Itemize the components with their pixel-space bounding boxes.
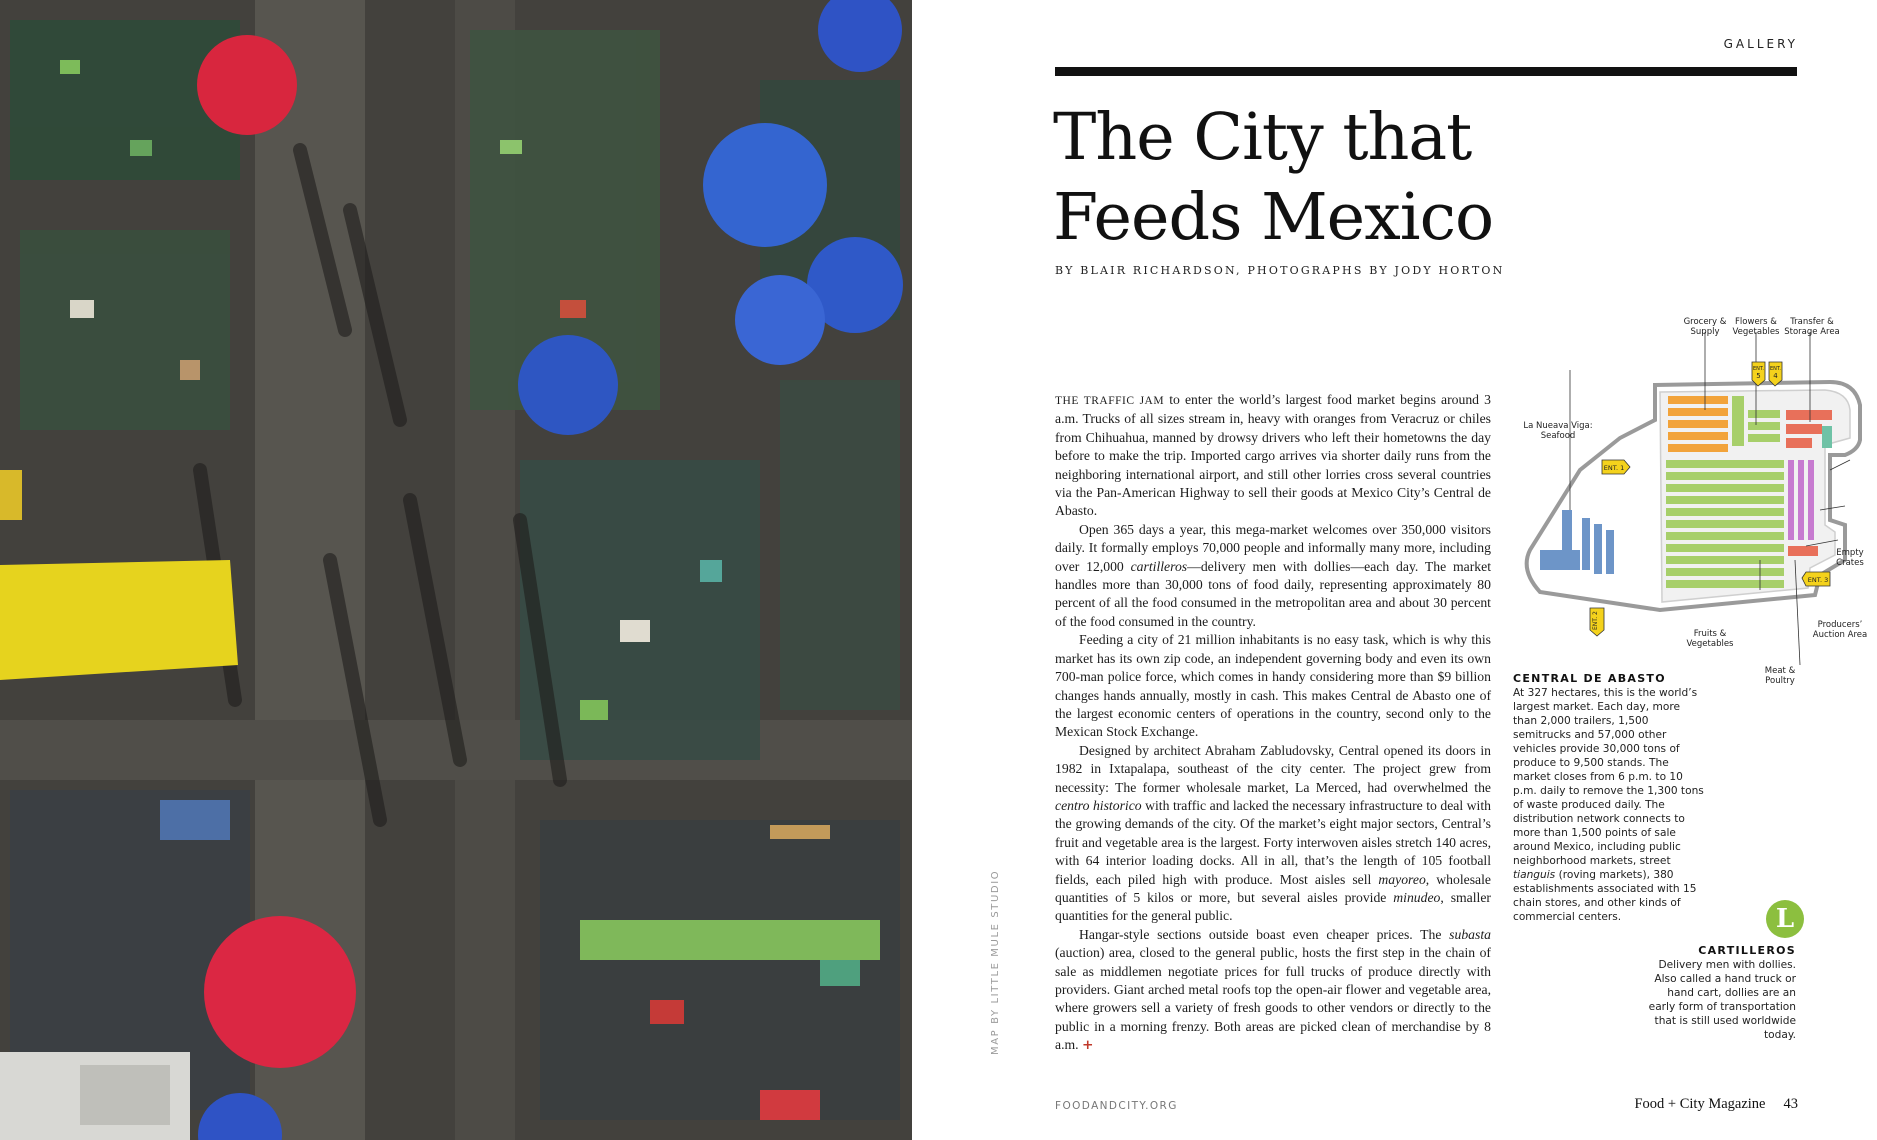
label-transfer-2: Storage Area <box>1784 327 1840 337</box>
article-paragraph <box>1055 926 1491 1055</box>
label-flowers-2: Vegetables <box>1732 327 1780 337</box>
article-paragraph <box>1055 742 1491 926</box>
article-emphasis: minudeo <box>1393 889 1441 905</box>
article-text: with traffic and lacked the necessary infrastructure to deal with the growing demands of the city. Of the market’s eight major sectors, Central’s fruit and vegetable area is the largest. Forty interwoven aisles stretch 140 acres, with 64 interior loading docks. All in all, that’s the length of 105 football fields, each piled high with produce. Most aisles sell <box>1055 797 1491 887</box>
page-title <box>1053 98 1613 258</box>
transfer-area <box>1786 410 1832 448</box>
end-mark-icon: + <box>1082 1037 1094 1054</box>
label-meat-2: Poultry <box>1765 676 1795 686</box>
label-grocery-2: Supply <box>1690 327 1720 337</box>
map-credit: MAP BY LITTLE MULE STUDIO <box>990 869 1001 1055</box>
fruits-vegetables-area <box>1666 460 1784 588</box>
l-badge-icon: L <box>1766 900 1804 938</box>
aerial-market-photo <box>0 0 912 1140</box>
svg-text:5: 5 <box>1756 372 1761 380</box>
article-paragraph: Feeding a city of 21 million inhabitants is no easy task, which is why this market has its own zip code, an independent governing body and even its own 700-man police force, which comes in handy considering more than $9 billion changes hands annually, mostly in cash. This makes Central de Abasto one of the largest economic centers of operations in the country, second only to the Mexican Stock Exchange. <box>1055 632 1491 740</box>
entrance-2-sign <box>1590 608 1604 636</box>
label-empty-2: Crates <box>1836 558 1864 568</box>
label-transfer-1: Transfer & <box>1790 317 1834 327</box>
sidebar-text: (roving markets), 380 establishments associated with 15 chain stores, and other kinds of commercial centers. <box>1513 869 1697 923</box>
photo-illustration <box>0 0 912 1140</box>
article-lead-in: THE TRAFFIC JAM <box>1055 395 1165 407</box>
sidebar-body <box>1513 686 1705 924</box>
article-text: (auction) area, closed to the general public, hosts the first step in the chain of sale as middlemen negotiate prices for full trucks of produce directly with providers. Giant arched metal roofs top the open-air flower and vegetable area, where growers sell a variety of fresh goods to other vendors or directly to the public in a morning frenzy. Both areas are picked clean of merchandise by 8 a.m. <box>1055 945 1491 1053</box>
label-meat-1: Meat & <box>1764 666 1796 676</box>
article-text: , smaller quantities for the general public. <box>1055 889 1491 924</box>
article-emphasis: mayoreo <box>1378 871 1426 887</box>
article-emphasis: cartilleros <box>1130 558 1188 574</box>
article-paragraph <box>1055 521 1491 631</box>
article-text: Designed by architect Abraham Zabludovsky, Central opened its doors in 1982 in Ixtapalapa, southeast of the city center. The project grew from necessity: The former wholesale market, La Merced, had overwhelmed the <box>1055 742 1491 795</box>
article-emphasis: subasta <box>1449 926 1491 942</box>
label-fruits-2: Vegetables <box>1686 639 1734 649</box>
footer-magazine <box>1560 1096 1798 1113</box>
label-flowers-1: Flowers & <box>1735 317 1777 327</box>
footer-magazine-name: Food + City Magazine <box>1634 1096 1766 1112</box>
entrance-1-sign <box>1602 460 1630 474</box>
label-empty-1: Empty <box>1836 548 1864 558</box>
title-rule <box>1055 67 1797 76</box>
footer-site: FOODANDCITY.ORG <box>1055 1100 1178 1112</box>
section-label: GALLERY <box>1723 37 1798 51</box>
sidebar-text: At 327 hectares, this is the world’s largest market. Each day, more than 2,000 trailers, 1,500 semitrucks and 57,000 other vehicles provide 30,000 tons of produce to 9,500 stands. The market closes from 6 p.m. to 10 p.m. daily to remove the 1,300 tons of waste produced daily. The distribution network connects to more than 1,500 points of sale around Mexico, including public neighborhood markets, street <box>1513 687 1704 867</box>
svg-text:ENT. 1: ENT. 1 <box>1603 464 1625 472</box>
svg-text:ENT. 2: ENT. 2 <box>1592 611 1599 630</box>
article-emphasis: centro historico <box>1055 797 1142 813</box>
byline: BY BLAIR RICHARDSON, PHOTOGRAPHS BY JODY HORTON <box>1055 264 1505 277</box>
market-map <box>1510 310 1875 695</box>
label-fruits-1: Fruits & <box>1693 629 1727 639</box>
cartilleros-body: Delivery men with dollies. Also called a hand truck or hand cart, dollies are an early form of transportation that is still used worldwide today. <box>1648 959 1796 1041</box>
title-line-1: The City that <box>1053 100 1472 175</box>
page-number: 43 <box>1783 1096 1798 1112</box>
cartilleros-title: CARTILLEROS <box>1698 944 1796 957</box>
article-text: , wholesale quantities of 5 kilos or more, but several aisles provide <box>1055 871 1491 905</box>
sidebar-title: CENTRAL DE ABASTO <box>1513 672 1666 685</box>
sidebar-emphasis: tianguis <box>1513 869 1556 881</box>
label-seafood-1: La Nueava Viga: <box>1523 421 1593 431</box>
svg-text:ENT. 3: ENT. 3 <box>1807 576 1829 584</box>
article-text: Open 365 days a year, this mega-market welcomes over 350,000 visitors daily. It formally employs 70,000 people and informally many more, including over 12,000 <box>1055 521 1491 574</box>
market-map-drawing <box>1510 310 1875 695</box>
title-line-2: Feeds Mexico <box>1053 180 1494 255</box>
label-seafood-2: Seafood <box>1540 431 1576 441</box>
label-producers-1: Producers’ <box>1817 620 1863 630</box>
entrance-3-sign <box>1802 572 1830 586</box>
svg-text:ENT.: ENT. <box>1753 366 1764 372</box>
article-body <box>1055 391 1491 1055</box>
article-text: to enter the world’s largest food market begins around 3 a.m. Trucks of all sizes stream in, heavy with oranges from Veracruz or chiles from Chihuahua, manned by drowsy drivers who left their hometowns the day before to make the trip. Imported cargo arrives via shorter daily runs from the neighboring international airport, and still other lorries cross several countries via the Pan-American Highway to sell their goods at Mexico City’s Central de Abasto. <box>1055 392 1491 519</box>
label-grocery-1: Grocery & <box>1683 317 1727 327</box>
svg-text:4: 4 <box>1773 372 1778 380</box>
svg-text:ENT.: ENT. <box>1770 366 1781 372</box>
article-text: Hangar-style sections outside boast even cheaper prices. The <box>1079 926 1450 942</box>
article-paragraph <box>1055 391 1491 521</box>
article-text: —delivery men with dollies—each day. The market handles more than 30,000 tons of food daily, representing approximately 80 percent of all the food consumed in the metropolitan area and about 30 percent of the food consumed in the country. <box>1055 558 1492 629</box>
label-producers-2: Auction Area <box>1812 630 1868 640</box>
